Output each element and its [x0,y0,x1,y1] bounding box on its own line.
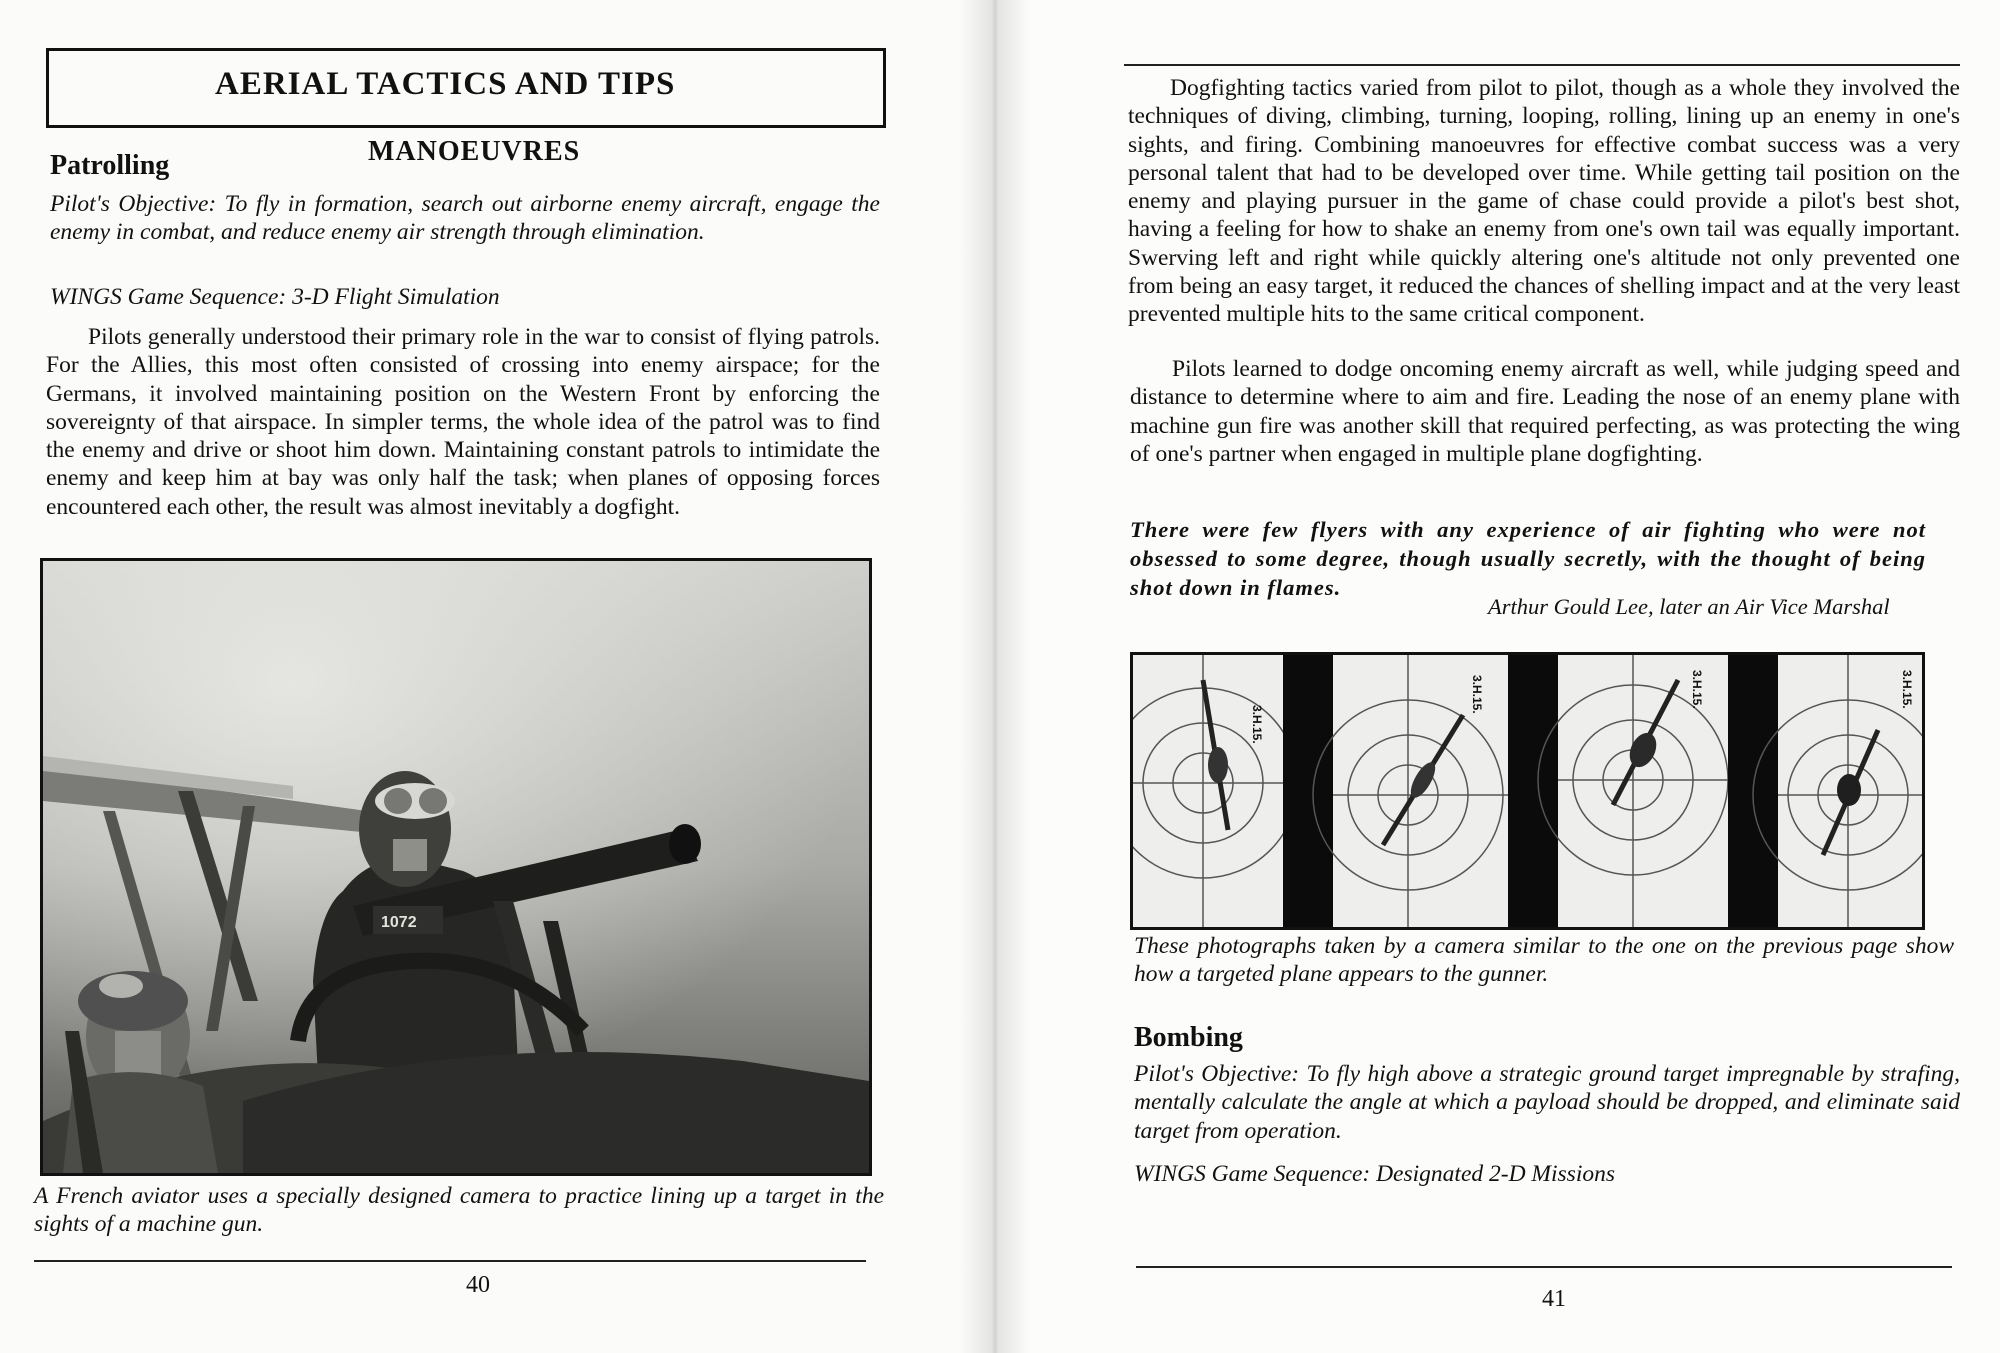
film-separator-1 [1283,655,1333,927]
dogfighting-paragraph-2: Pilots learned to dodge oncoming enemy aircraft as well, while judging speed and distance to determine where to aim and fire. Leading the nose of an enemy plane with machine gun fire was another skill that required perfecting, as was protecting the wing of one's partner when engaged in multiple plane dogfighting. [1130,356,1960,467]
page-subtitle: MANOEUVRES [368,136,581,167]
frame-label-3: 3.H.15. [1690,670,1704,709]
aviator-photo-graphic [43,561,869,1173]
aviator-photo-caption: A French aviator uses a specially designed camera to practice lining up a target in the sights of a machine gun. [34,1183,884,1238]
patrolling-objective: Pilot's Objective: To fly in formation, search out airborne enemy aircraft, engage the enemy in combat, and reduce enemy air strength through elimination. [50,191,880,246]
frame-label-2: 3.H.15. [1470,675,1484,714]
page-number-left: 40 [466,1272,490,1298]
page-number-right: 41 [1542,1286,1566,1312]
quote-attribution: Arthur Gould Lee, later an Air Vice Marshal [1488,594,1890,619]
bombing-game-sequence: WINGS Game Sequence: Designated 2-D Missions [1134,1161,1615,1187]
film-separator-2 [1508,655,1558,927]
bombing-objective: Pilot's Objective: To fly high above a strategic ground target impregnable by strafing, mentally calculate the angle at which a payload should be dropped, and eliminate said target from operation. [1134,1061,1960,1144]
right-footer-rule [1136,1266,1952,1268]
section-heading-bombing: Bombing [1134,1022,1243,1053]
frame-label-1: 3.H.15. [1250,705,1264,744]
patrolling-game-sequence: WINGS Game Sequence: 3-D Flight Simulation [50,284,500,310]
page-title: AERIAL TACTICS AND TIPS [215,66,676,102]
dogfighting-paragraph-1: Dogfighting tactics varied from pilot to pilot, though as a whole they involved the techniques of diving, climbing, turning, looping, rolling, lining up an enemy in one's sights, and firing. Combining manoeuvres for effective combat success was a very personal talent that had to be developed over time. While getting tail position on the enemy and playing pursuer in the game of chase could provide a pilot's best shot, having a feeling for how to shake an enemy from one's own tail was equally important. Swerving left and right while quickly altering one's altitude not only prevented one from being an easy target, it reduced the chances of shelling impact and at the very least prevented multiple hits to the same critical component. [1128,75,1960,328]
right-header-rule [1124,64,1960,66]
gun-camera-frames [1133,655,1922,927]
frame-label-4: 3.H.15. [1900,670,1914,709]
left-footer-rule [34,1260,866,1262]
filmstrip-caption: These photographs taken by a camera similar to the one on the previous page show how a targeted plane appears to the gunner. [1134,933,1954,988]
section-heading-patrolling: Patrolling [50,150,170,181]
camera-gun-stamp: 1072 [381,914,417,931]
aviator-photo [40,558,872,1176]
patrolling-body: Pilots generally understood their primary role in the war to consist of flying patrols. For the Allies, this most often consisted of crossing into enemy airspace; for the Germans, it involved maintaining position on the Western Front by enforcing the sovereignty of that airspace. In simpler terms, the whole idea of the patrol was to find the enemy and drive or shoot him down. Maintaining constant patrols to intimidate the enemy and keep him at bay was only half the task; when planes of opposing forces encountered each other, the result was almost inevitably a dogfight. [46,324,880,520]
pull-quote: There were few flyers with any experience of air fighting who were not obsessed to some degree, though usually secretly, with the thought of being shot down in flames. [1130,517,1926,600]
gun-camera-filmstrip [1130,652,1925,930]
book-gutter [960,0,1030,1353]
